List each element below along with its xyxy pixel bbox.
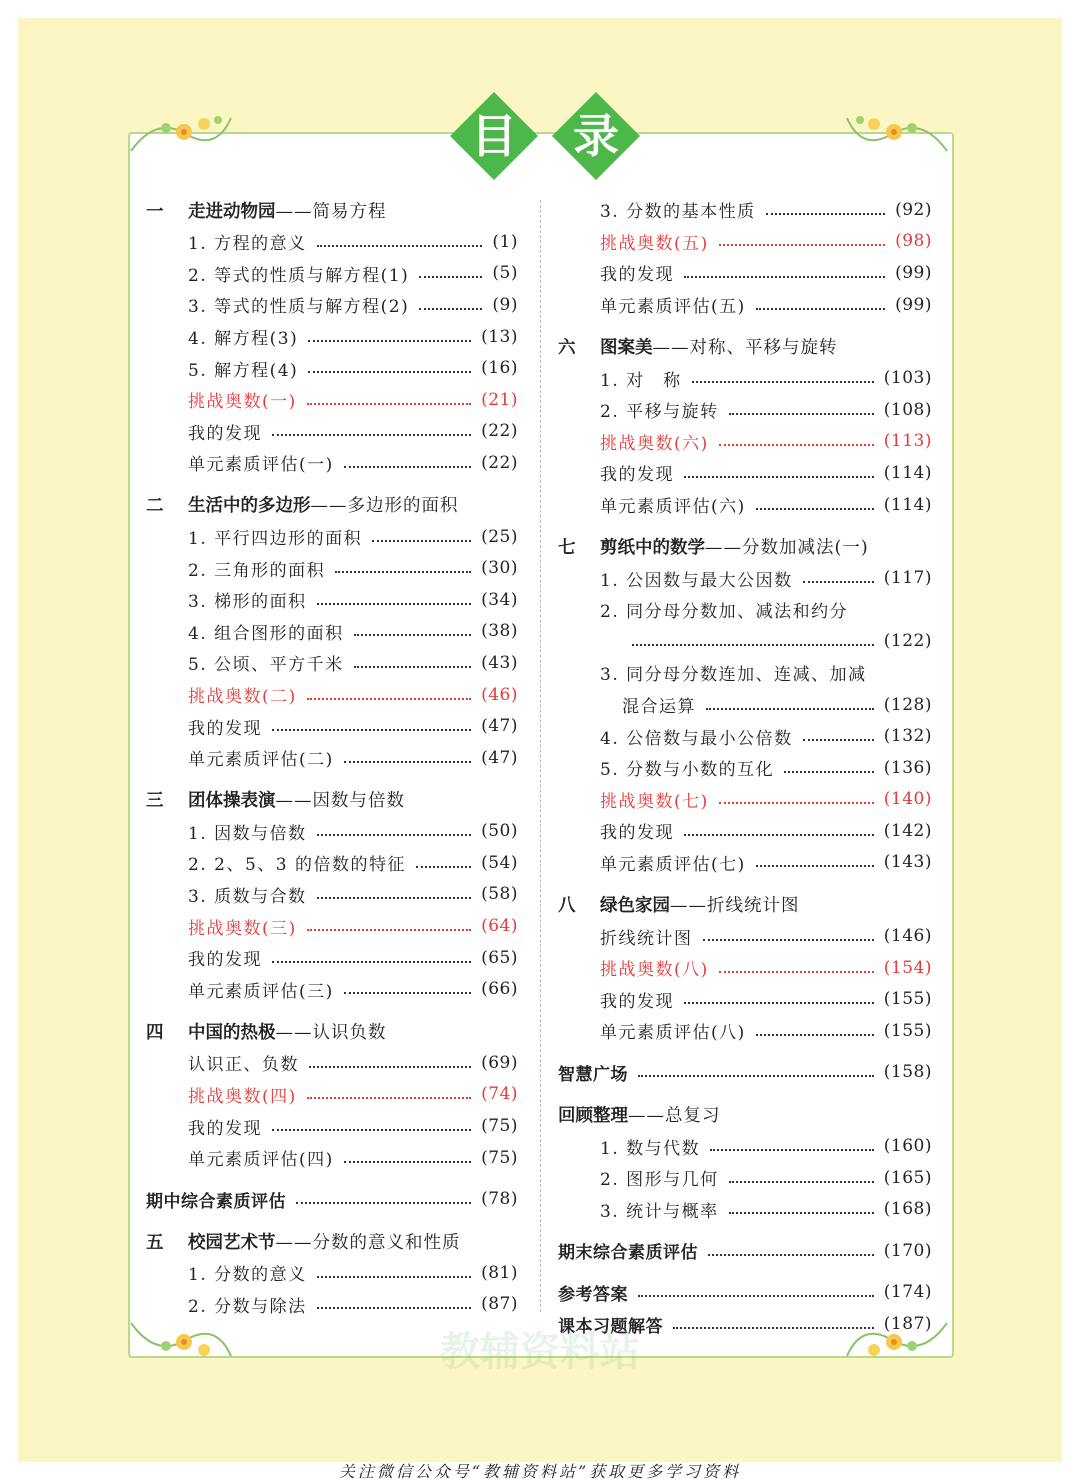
toc-entry[interactable] [146,742,518,774]
entry-label: 挑战奥数(三) [188,918,297,939]
entry-label: 3. 质数与合数 [188,886,307,907]
page-number: (22) [481,452,518,473]
page-number: (66) [481,979,518,1000]
page-number: (47) [481,716,518,737]
chapter-number: 五 [146,1232,164,1253]
page-number: (87) [481,1294,518,1315]
toc-entry[interactable] [558,920,932,952]
toc-entry[interactable] [146,847,518,879]
leader-dots [307,1097,471,1099]
toc-entry[interactable] [146,942,518,974]
chapter-title: 剪纸中的数学 [600,537,705,558]
entry-label: 3. 分数的基本性质 [600,202,756,223]
leader-dots [272,961,471,963]
entry-label: 挑战奥数(七) [600,791,709,812]
entry-label: 我的发现 [600,991,674,1012]
entry-label: 单元素质评估(一) [188,455,334,476]
chapter-subtitle: ——折线统计图 [670,895,800,916]
leader-dots [372,540,471,542]
leader-dots [756,865,874,867]
toc-entry[interactable] [146,1257,518,1289]
chapter-subtitle: ——多边形的面积 [310,496,459,517]
watermark-text: 教辅资料站 [440,1329,640,1375]
flower-vine-bottom-left-icon [126,1318,236,1368]
page-number: (114) [883,462,932,483]
entry-label: 参考答案 [558,1284,628,1305]
entry-label: 1. 数与代数 [600,1138,701,1159]
leader-dots [719,802,874,804]
entry-label: 挑战奥数(五) [600,233,709,254]
entry-label: 挑战奥数(一) [188,392,297,413]
entry-label: 单元素质评估(六) [600,497,746,518]
entry-label: 期末综合素质评估 [558,1243,698,1264]
page-number: (146) [883,926,932,947]
chapter-number: 七 [558,537,576,558]
leader-dots [684,476,874,478]
page-number: (165) [883,1167,932,1188]
leader-dots [272,729,471,731]
leader-dots [756,1034,874,1036]
section-gap [146,479,518,489]
chapter-number: 四 [146,1022,164,1043]
toc-entry-major[interactable] [146,1183,518,1215]
toc-entry[interactable] [558,1193,932,1225]
entry-label: 折线统计图 [600,928,693,949]
page-number: (5) [492,263,518,284]
leader-dots [719,244,885,246]
chapter-subtitle: ——分数加减法(一) [705,537,869,558]
entry-label: 单元素质评估(七) [600,854,746,875]
leader-dots [317,1307,471,1309]
leader-dots [307,929,471,931]
page-number: (13) [481,326,518,347]
page-number: (64) [481,916,518,937]
section-gap [558,1267,932,1277]
page-number: (108) [883,399,932,420]
page-number: (1) [492,231,518,252]
page-number: (69) [481,1052,518,1073]
entry-label: 期中综合素质评估 [146,1191,286,1212]
chapter-subtitle: ——认识负数 [275,1022,387,1043]
chapter-heading [146,1225,518,1257]
section-gap [146,1173,518,1183]
section-gap [146,1215,518,1225]
entry-label: 4. 公倍数与最小公倍数 [600,728,793,749]
toc-entry[interactable] [558,257,932,289]
page-number: (34) [481,589,518,610]
entry-label: 2. 2、5、3 的倍数的特征 [188,855,406,876]
page-number: (50) [481,821,518,842]
toc-entry-text [558,594,932,626]
leader-dots [307,698,471,700]
leader-dots [309,1066,471,1068]
leader-dots [419,276,482,278]
toc-entry[interactable] [146,879,518,911]
page-number: (54) [481,852,518,873]
toc-entry[interactable] [146,1047,518,1079]
page-number: (136) [883,757,932,778]
entry-label: 挑战奥数(六) [600,433,709,454]
toc-entry-text [558,657,932,689]
entry-label: 5. 公顷、平方千米 [188,655,344,676]
toc-entry[interactable] [558,752,932,784]
leader-dots [307,403,471,405]
chapter-heading [558,530,932,562]
page-number: (155) [883,1020,932,1041]
toc-entry-major[interactable] [558,1277,932,1309]
page-number: (160) [883,1136,932,1157]
leader-dots [308,340,471,342]
entry-label: 我的发现 [188,950,262,971]
toc-entry[interactable] [558,689,932,721]
chapter-title: 生活中的多边形 [188,496,311,517]
toc-entry[interactable] [146,616,518,648]
leader-dots [756,508,874,510]
entry-label: 挑战奥数(八) [600,960,709,981]
flower-vine-top-right-icon [842,106,952,156]
leader-dots [317,897,471,899]
toc-entry[interactable] [146,321,518,353]
entry-label: 1. 公因数与最大公因数 [600,570,793,591]
page-number: (103) [883,368,932,389]
toc-entry-challenge[interactable] [146,679,518,711]
column-divider [540,200,541,1312]
toc-entry[interactable] [146,973,518,1005]
page-number: (158) [883,1062,932,1083]
entry-label: 单元素质评估(五) [600,297,746,318]
leader-dots [308,371,471,373]
toc-entry[interactable] [146,447,518,479]
leader-dots [729,413,874,415]
page-number: (38) [481,621,518,642]
chapter-heading [146,1015,518,1047]
toc-entry[interactable] [146,226,518,258]
toc-entry[interactable] [558,1162,932,1194]
page-number: (132) [883,726,932,747]
toc-entry[interactable] [146,816,518,848]
entry-label: 课本习题解答 [558,1316,663,1337]
chapter-title: 校园艺术节 [188,1232,276,1253]
toc-title [440,92,650,180]
section-gap [558,320,932,330]
leader-dots [317,834,471,836]
entry-label: 单元素质评估(四) [188,1150,334,1171]
leader-dots [706,708,874,710]
entry-label: 2. 同分母分数加、减法和约分 [600,602,849,623]
page-number: (154) [883,957,932,978]
toc-entry[interactable] [146,584,518,616]
entry-label: 我的发现 [600,465,674,486]
leader-dots [272,434,471,436]
chapter-title: 图案美 [600,337,653,358]
toc-column-left [146,194,518,1320]
chapter-subtitle: ——分数的意义和性质 [275,1232,461,1253]
page-number: (117) [883,568,932,589]
entry-label: 挑战奥数(四) [188,1086,297,1107]
toc-entry[interactable] [146,552,518,584]
leader-dots [673,1327,874,1329]
entry-label: 挑战奥数(二) [188,687,297,708]
page-number: (74) [481,1084,518,1105]
leader-dots [317,603,471,605]
page-number: (9) [492,294,518,315]
section-gap [146,774,518,784]
page-number: (75) [481,1147,518,1168]
entry-label: 1. 平行四边形的面积 [188,529,363,550]
page-number: (75) [481,1116,518,1137]
page-number: (47) [481,747,518,768]
entry-label: 2. 平移与旋转 [600,402,719,423]
chapter-heading [146,489,518,521]
toc-entry[interactable] [558,626,932,658]
entry-label: 3. 梯形的面积 [188,592,307,613]
page-number: (142) [883,820,932,841]
leader-dots [803,581,874,583]
leader-dots [354,666,471,668]
chapter-subtitle: ——总复习 [628,1105,721,1126]
chapter-number: 八 [558,895,576,916]
entry-label: 2. 分数与除法 [188,1296,307,1317]
leader-dots [692,381,874,383]
leader-dots [638,1075,874,1077]
chapter-number: 六 [558,337,576,358]
entry-label: 1. 因数与倍数 [188,823,307,844]
page-number: (58) [481,884,518,905]
page-number: (140) [883,789,932,810]
toc-entry-challenge[interactable] [558,784,932,816]
toc-entry[interactable] [558,289,932,321]
chapter-subtitle: ——简易方程 [275,201,387,222]
leader-dots [638,1295,874,1297]
entry-label: 3. 等式的性质与解方程(2) [188,297,410,318]
section-gap [558,1047,932,1057]
chapter-title: 中国的热极 [188,1022,276,1043]
leader-dots [344,992,471,994]
page-number: (99) [895,262,932,283]
toc-entry[interactable] [146,416,518,448]
toc-entry-challenge[interactable] [558,426,932,458]
page-number: (122) [883,631,932,652]
title-char-2: 录 [573,109,619,163]
entry-label: 4. 组合图形的面积 [188,623,344,644]
chapter-heading [558,330,932,362]
page-number: (128) [883,694,932,715]
toc-entry[interactable] [558,394,932,426]
page-number: (170) [883,1240,932,1261]
leader-dots [296,1202,471,1204]
toc-entry[interactable] [558,720,932,752]
entry-label: 我的发现 [600,265,674,286]
toc-entry[interactable] [558,194,932,226]
entry-label: 2. 图形与几何 [600,1170,719,1191]
leader-dots [344,761,471,763]
chapter-number: 一 [146,201,164,222]
page-number: (98) [895,231,932,252]
leader-dots [719,444,874,446]
chapter-heading [146,784,518,816]
entry-label: 混合运算 [622,697,696,718]
page-number: (113) [883,431,932,452]
leader-dots [766,213,885,215]
chapter-number: 三 [146,791,164,811]
entry-label: 1. 分数的意义 [188,1265,307,1286]
leader-dots [756,308,885,310]
entry-label: 3. 统计与概率 [600,1201,719,1222]
page-number: (155) [883,989,932,1010]
page-number: (43) [481,652,518,673]
section-gap [558,1088,932,1098]
leader-dots [344,466,471,468]
toc-entry-major[interactable] [558,1057,932,1089]
leader-dots [419,308,482,310]
page-number: (187) [883,1314,932,1335]
toc-entry-challenge[interactable] [146,910,518,942]
page-number: (174) [883,1282,932,1303]
toc-column-right [558,194,932,1340]
toc-entry[interactable] [146,1289,518,1321]
page-number: (168) [883,1199,932,1220]
section-gap [558,520,932,530]
page-number: (143) [883,852,932,873]
leader-dots [684,834,874,836]
leader-dots [684,1002,874,1004]
entry-label: 我的发现 [188,1118,262,1139]
page-number: (30) [481,558,518,579]
entry-label: 我的发现 [600,823,674,844]
toc-entry[interactable] [146,1142,518,1174]
entry-label: 1. 方程的意义 [188,234,307,255]
leader-dots [272,1129,471,1131]
entry-label: 单元素质评估(三) [188,981,334,1002]
toc-entry[interactable] [558,457,932,489]
page-number: (16) [481,358,518,379]
leader-dots [729,1212,874,1214]
toc-entry[interactable] [558,562,932,594]
entry-label: 2. 三角形的面积 [188,560,326,581]
toc-entry[interactable] [146,1110,518,1142]
entry-label: 2. 等式的性质与解方程(1) [188,265,410,286]
toc-entry[interactable] [558,815,932,847]
leader-dots [317,245,483,247]
page-number: (22) [481,421,518,442]
chapter-number: 二 [146,496,164,517]
entry-label: 3. 同分母分数连加、连减、加减 [600,665,867,686]
toc-entry-challenge[interactable] [558,952,932,984]
leader-dots [317,1276,471,1278]
toc-entry-major[interactable] [558,1235,932,1267]
toc-entry-challenge[interactable] [146,1079,518,1111]
toc-entry[interactable] [558,983,932,1015]
chapter-title: 绿色家园 [600,895,670,916]
entry-label: 4. 解方程(3) [188,329,299,350]
entry-label: 认识正、负数 [188,1055,299,1076]
section-gap [558,1225,932,1235]
toc-entry[interactable] [146,258,518,290]
toc-entry[interactable] [146,521,518,553]
entry-label: 智慧广场 [558,1064,628,1085]
toc-entry[interactable] [558,362,932,394]
leader-dots [784,771,874,773]
toc-entry-challenge[interactable] [146,384,518,416]
chapter-heading [558,888,932,920]
flower-vine-top-left-icon [126,106,236,156]
toc-entry[interactable] [146,647,518,679]
leader-dots [803,739,874,741]
page-number: (65) [481,947,518,968]
leader-dots [710,1149,874,1151]
leader-dots [632,644,874,646]
entry-label: 我的发现 [188,718,262,739]
leader-dots [416,866,471,868]
page-number: (25) [481,526,518,547]
section-gap [558,878,932,888]
chapter-title: 走进动物园 [188,201,276,222]
toc-entry[interactable] [558,1015,932,1047]
section-gap [146,1005,518,1015]
entry-label: 5. 分数与小数的互化 [600,760,775,781]
entry-label: 5. 解方程(4) [188,360,299,381]
title-char-1: 目 [471,109,517,163]
chapter-title: 团体操表演 [188,791,276,811]
page-number: (81) [481,1262,518,1283]
toc-entry-challenge[interactable] [558,226,932,258]
leader-dots [344,1161,471,1163]
leader-dots [684,276,885,278]
toc-entry[interactable] [146,710,518,742]
toc-entry[interactable] [146,352,518,384]
toc-entry[interactable] [558,847,932,879]
page-number: (114) [883,494,932,515]
chapter-subtitle: ——因数与倍数 [275,791,405,811]
leader-dots [703,939,874,941]
leader-dots [719,971,874,973]
entry-label: 单元素质评估(八) [600,1023,746,1044]
entry-label: 我的发现 [188,423,262,444]
page-number: (99) [895,294,932,315]
page-number: (21) [481,389,518,410]
page-number: (78) [481,1189,518,1210]
chapter-heading [146,194,518,226]
entry-label: 单元素质评估(二) [188,750,334,771]
chapter-title: 回顾整理 [558,1105,628,1126]
page-number: (46) [481,684,518,705]
leader-dots [335,571,471,573]
leader-dots [708,1254,874,1256]
page-number: (92) [895,199,932,220]
chapter-subtitle: ——对称、平移与旋转 [652,337,838,358]
entry-label: 1. 对 称 [600,370,682,391]
toc-entry[interactable] [558,1130,932,1162]
footer-note: 关注微信公众号“教辅资料站”获取更多学习资料 [338,1462,742,1481]
toc-entry[interactable] [558,489,932,521]
chapter-heading [558,1098,932,1130]
leader-dots [354,634,471,636]
toc-entry[interactable] [146,289,518,321]
leader-dots [729,1181,874,1183]
